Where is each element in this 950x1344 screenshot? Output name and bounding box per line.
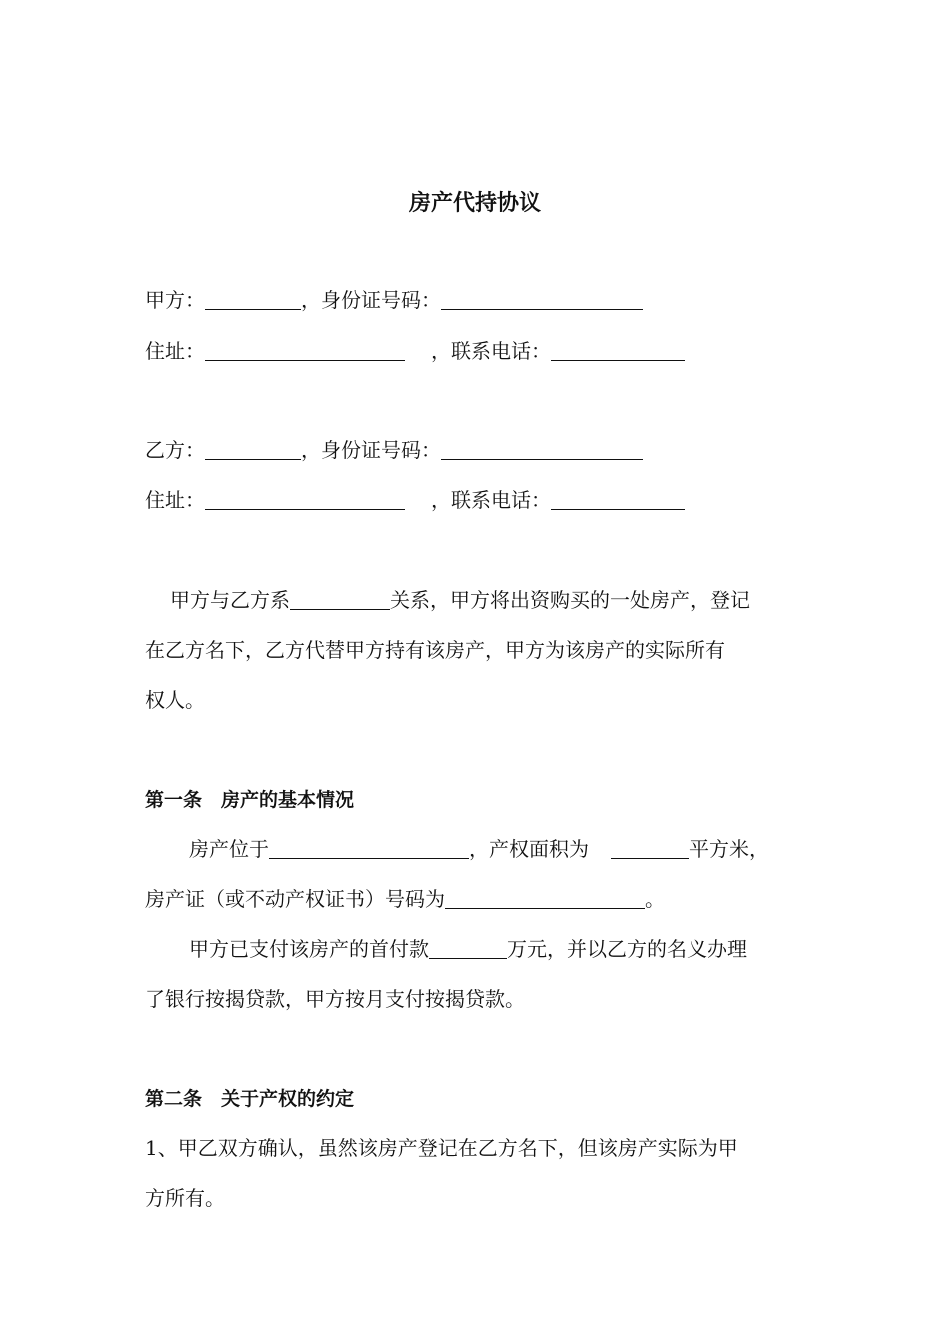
- party-a-line: [145, 286, 643, 314]
- party-b-address-blank[interactable]: [205, 489, 405, 510]
- article-1-p2-line-2: 了银行按揭贷款，甲方按月支付按揭贷款。: [145, 987, 525, 1011]
- intro-line-2: 在乙方名下，乙方代替甲方持有该房产，甲方为该房产的实际所有: [145, 638, 725, 662]
- party-b-phone-blank[interactable]: [551, 489, 685, 510]
- article-1-area-unit: 平方米，: [689, 837, 769, 861]
- article-2-item-1-line-2: 方所有。: [145, 1186, 225, 1210]
- party-a-id-label: ，身份证号码：: [301, 288, 441, 312]
- article-2-heading: 第二条 关于产权的约定: [145, 1088, 355, 1110]
- article-1-location-label: 房产位于: [189, 837, 269, 861]
- party-a-address-line: [145, 337, 685, 365]
- article-1-payment-text: 万元，并以乙方的名义办理: [507, 937, 747, 961]
- party-b-label: 乙方：: [145, 438, 205, 462]
- document-title: 房产代持协议: [408, 191, 541, 216]
- party-a-address-blank[interactable]: [205, 340, 405, 361]
- party-b-id-blank[interactable]: [441, 439, 643, 460]
- article-1-heading: 第一条 房产的基本情况: [145, 789, 355, 811]
- article-1-p2-line-1: [145, 935, 747, 963]
- article-1-area-label: ，产权面积为: [469, 837, 589, 861]
- party-a-id-blank[interactable]: [441, 289, 643, 310]
- party-a-phone-blank[interactable]: [551, 340, 685, 361]
- party-b-phone-label: ，联系电话：: [431, 488, 551, 512]
- party-b-address-line: [145, 486, 685, 514]
- article-1-cert-end: 。: [645, 887, 665, 911]
- party-a-address-label: 住址：: [145, 339, 205, 363]
- article-1-p1-line-2: [145, 885, 665, 913]
- party-b-address-label: 住址：: [145, 488, 205, 512]
- certificate-number-blank[interactable]: [445, 888, 645, 909]
- intro-line-3: 权人。: [145, 688, 205, 712]
- party-a-name-blank[interactable]: [205, 289, 301, 310]
- property-area-blank[interactable]: [611, 838, 689, 859]
- intro-text-1: 甲方与乙方系: [170, 588, 290, 612]
- party-b-id-label: ，身份证号码：: [301, 438, 441, 462]
- down-payment-blank[interactable]: [429, 938, 507, 959]
- article-2-item-1-line-1: 1、甲乙双方确认，虽然该房产登记在乙方名下，但该房产实际为甲: [145, 1136, 738, 1160]
- article-1-payment-label: 甲方已支付该房产的首付款: [189, 937, 429, 961]
- party-b-line: [145, 436, 643, 464]
- article-1-cert-label: 房产证（或不动产权证书）号码为: [145, 887, 445, 911]
- party-a-phone-label: ，联系电话：: [431, 339, 551, 363]
- intro-text-2: 关系，甲方将出资购买的一处房产，登记: [390, 588, 750, 612]
- intro-line-1: [145, 586, 750, 614]
- article-1-p1-line-1: [145, 835, 769, 863]
- party-a-label: 甲方：: [145, 288, 205, 312]
- relationship-blank[interactable]: [290, 589, 390, 610]
- property-location-blank[interactable]: [269, 838, 469, 859]
- party-b-name-blank[interactable]: [205, 439, 301, 460]
